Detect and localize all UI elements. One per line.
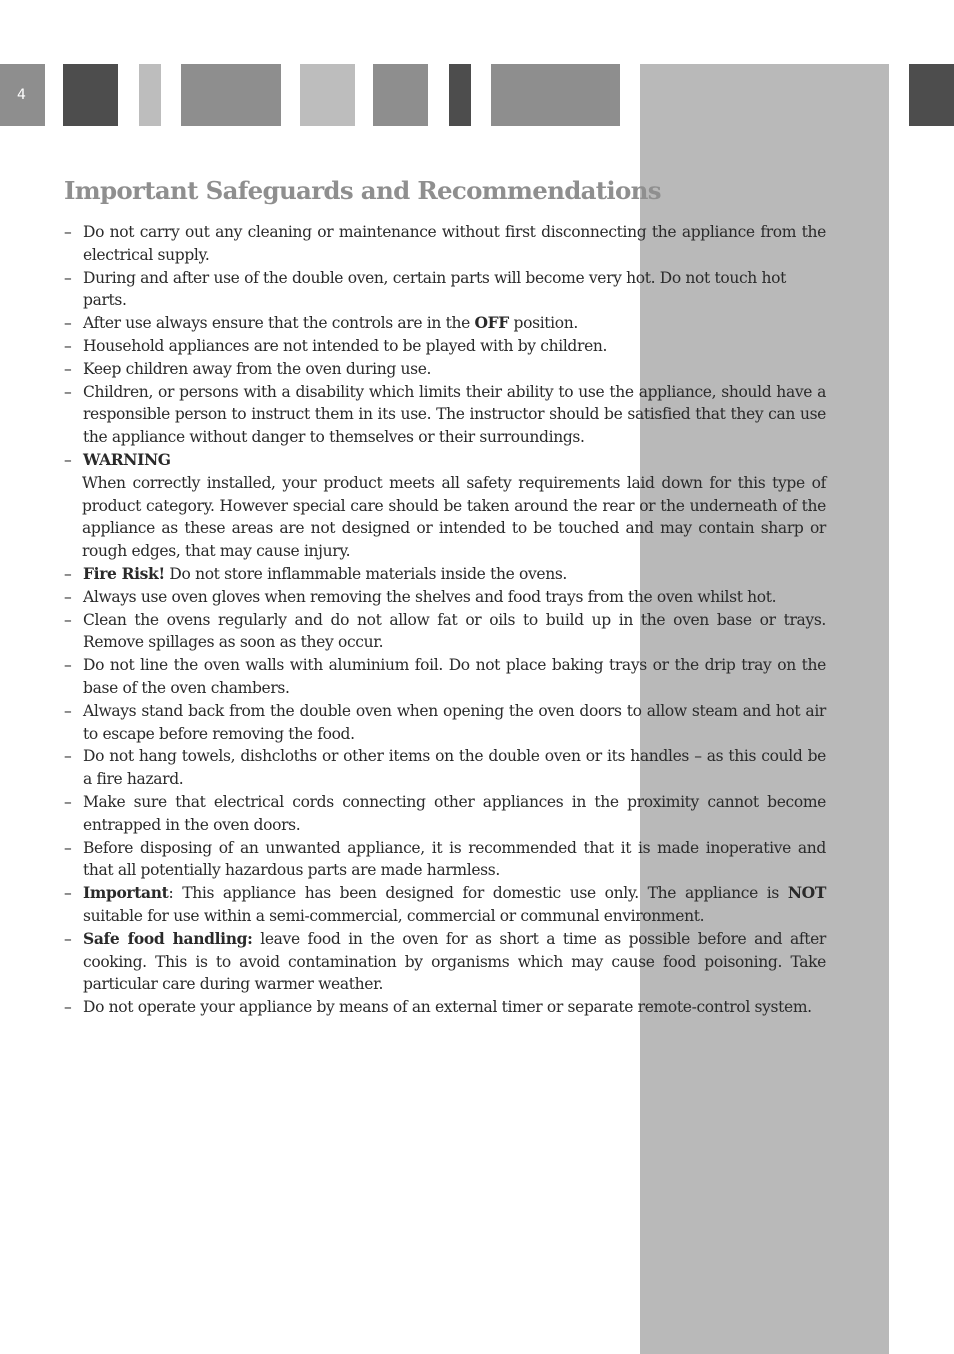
item-text: Do not carry out any cleaning or maintenance without first disconnecting the appliance from the electrical supply. xyxy=(83,223,826,264)
page-number: 4 xyxy=(0,64,45,126)
dash-bullet: – xyxy=(64,450,72,469)
dash-bullet: – xyxy=(64,838,72,857)
dash-bullet: – xyxy=(64,998,72,1017)
dash-bullet: – xyxy=(64,564,72,583)
header-block xyxy=(491,64,620,126)
safeguards-list xyxy=(64,221,826,1019)
list-item xyxy=(64,654,826,700)
list-item xyxy=(64,221,826,267)
item-text: Before disposing of an unwanted appliance, it is recommended that it is made inoperative and that all potentially hazardous parts are made harmless. xyxy=(83,838,826,880)
list-item xyxy=(64,563,826,586)
item-text: Do not operate your appliance by means of an external timer or separate remote-control system. xyxy=(83,998,812,1017)
item-text: Do not hang towels, dishcloths or other items on the double oven or its handles – as this could be a fire hazard. xyxy=(83,747,826,789)
list-item xyxy=(64,586,826,609)
list-item xyxy=(64,335,826,358)
list-item xyxy=(64,609,826,655)
item-text: Clean the ovens regularly and do not allow fat or oils to build up in the oven base or trays. Remove spillages as soon as they occur. xyxy=(83,610,826,652)
list-item xyxy=(64,882,826,928)
item-text: Always stand back from the double oven when opening the oven doors to allow steam and hot air to escape before removing the food. xyxy=(83,701,826,743)
item-text: position. xyxy=(508,314,578,333)
item-text: Keep children away from the oven during use. xyxy=(83,359,432,378)
page-title: Important Safeguards and Recommendations xyxy=(64,176,661,205)
list-item xyxy=(64,837,826,883)
item-lead: Fire Risk! xyxy=(83,563,165,583)
header-block xyxy=(300,64,355,126)
dash-bullet: – xyxy=(64,336,72,355)
header-block xyxy=(63,64,118,126)
warning-heading: WARNING xyxy=(83,449,171,469)
list-item xyxy=(64,381,826,449)
item-text: After use always ensure that the controls are in the xyxy=(83,314,475,333)
list-item xyxy=(64,358,826,381)
header-block xyxy=(373,64,428,126)
item-lead: Safe food handling: xyxy=(83,928,253,948)
list-item xyxy=(64,928,826,996)
warning-body: When correctly installed, your product meets all safety requirements laid down for this type of product category. However special care should be taken around the rear or the underneath of the appliance as these areas are not designed or intended to be touched and may contain sharp or rough edges, that may cause injury. xyxy=(82,473,826,561)
dash-bullet: – xyxy=(64,359,72,378)
dash-bullet: – xyxy=(64,610,72,629)
list-item xyxy=(64,996,826,1019)
header-block xyxy=(449,64,471,126)
dash-bullet: – xyxy=(64,314,72,333)
dash-bullet: – xyxy=(64,701,72,720)
header-block xyxy=(181,64,281,126)
item-text: Household appliances are not intended to be played with by children. xyxy=(83,336,608,355)
header-block xyxy=(909,64,954,126)
item-text: Make sure that electrical cords connecting other appliances in the proximity cannot become entrapped in the oven doors. xyxy=(83,792,826,834)
dash-bullet: – xyxy=(64,656,72,675)
item-lead: Important xyxy=(83,883,169,903)
item-text: Always use oven gloves when removing the shelves and food trays from the oven whilst hot. xyxy=(83,587,777,606)
dash-bullet: – xyxy=(64,382,72,401)
item-text: Children, or persons with a disability which limits their ability to use the appliance, should have a responsible person to instruct them in its use. The instructor should be satisfied that they can use the appliance without danger to themselves or their surroundings. xyxy=(83,382,826,447)
dash-bullet: – xyxy=(64,747,72,766)
list-item xyxy=(64,312,826,335)
dash-bullet: – xyxy=(64,792,72,811)
item-text: Do not store inflammable materials inside the ovens. xyxy=(164,564,568,583)
dash-bullet: – xyxy=(64,223,72,241)
list-item xyxy=(64,791,826,837)
item-text: leave food in the oven for as short a time as possible before and after cooking. This is to avoid contamination by organisms which may cause food poisoning. Take particular care during warmer weather. xyxy=(83,929,826,994)
item-text: : This appliance has been designed for domestic use only. The appliance is xyxy=(168,884,788,903)
header-block xyxy=(139,64,161,126)
dash-bullet: – xyxy=(64,268,72,287)
emphasis-off: OFF xyxy=(474,313,509,333)
dash-bullet: – xyxy=(64,884,72,903)
dash-bullet: – xyxy=(64,587,72,606)
item-text: Do not line the oven walls with aluminium foil. Do not place baking trays or the drip tray on the base of the oven chambers. xyxy=(83,656,826,697)
dash-bullet: – xyxy=(64,929,72,948)
list-item xyxy=(64,700,826,746)
item-text: suitable for use within a semi-commercial, commercial or communal environment. xyxy=(83,906,705,925)
list-item xyxy=(64,267,826,313)
list-item xyxy=(64,745,826,791)
emphasis-not: NOT xyxy=(787,883,826,903)
list-item-warning xyxy=(64,449,826,472)
item-text: During and after use of the double oven, certain parts will become very hot. Do not touch hot parts. xyxy=(83,268,787,310)
